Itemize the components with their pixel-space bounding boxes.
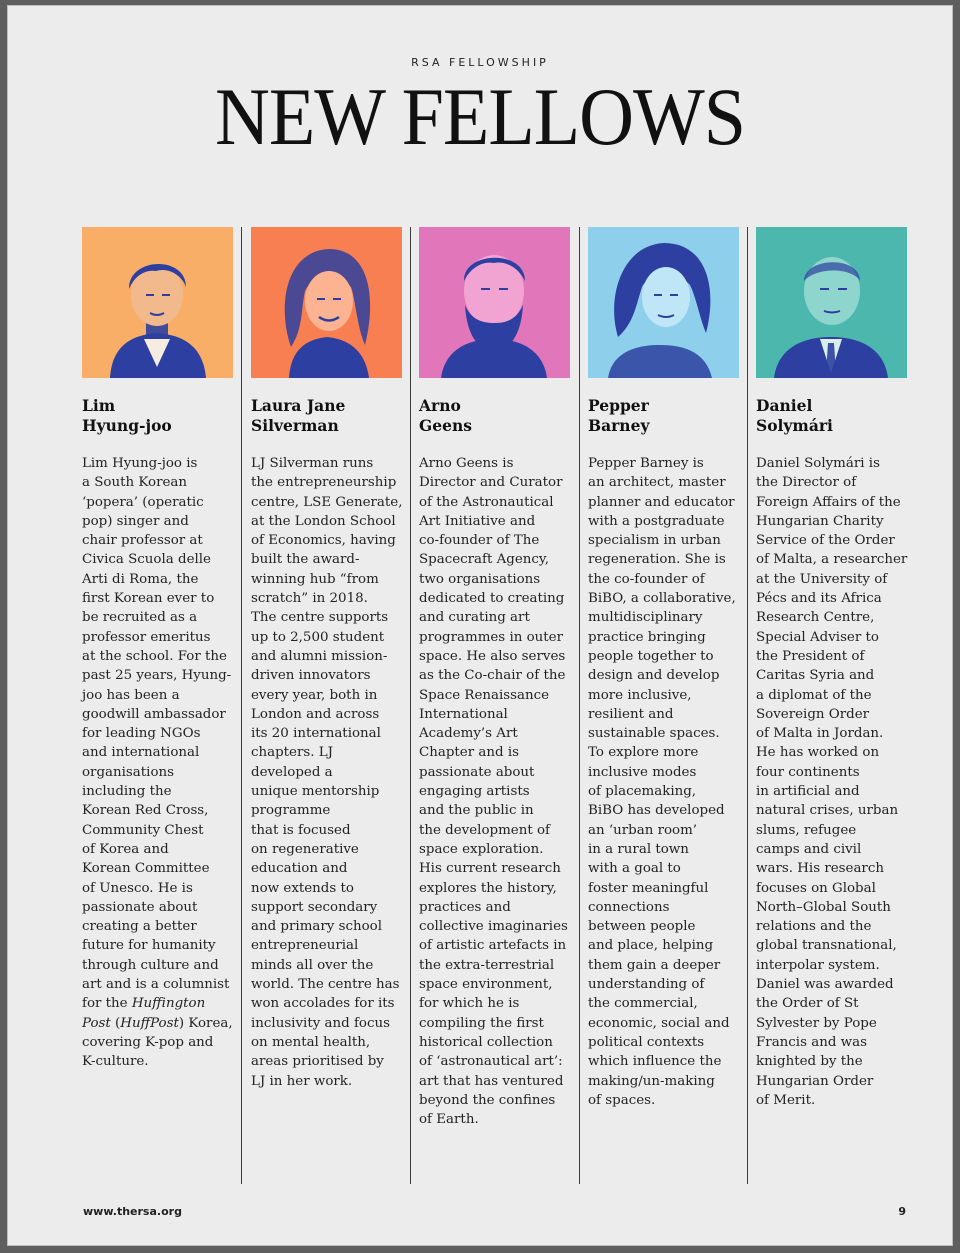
fellow-name-line2: Barney [588, 416, 650, 435]
fellow-portrait-photo [251, 227, 402, 378]
bio-italic-publication: Huffington Post [82, 996, 206, 1031]
fellow-card-daniel-solymari [756, 227, 908, 1110]
fellow-portrait-photo [756, 227, 907, 378]
portrait-illustration [756, 227, 907, 378]
fellow-name-line2: Solymári [756, 416, 833, 435]
column-divider [579, 227, 580, 1184]
fellow-name [419, 396, 571, 454]
footer-website-url: www.thersa.org [83, 1205, 182, 1218]
fellow-name [82, 396, 234, 454]
fellow-card-pepper-barney [588, 227, 740, 1110]
fellow-bio: Pepper Barney is an architect, master planner and educator with a postgraduate specialism in urban regeneration. She is the co-founder of BiBO, a collaborative, multidisciplinary practice bringing people together to design and develop more inclusive, resilient and sustainable spaces. To explore more inclusive modes of placemaking, BiBO has developed an ‘urban room’ in a rural town with a goal to foster meaningful connections between people and place, helping them gain a deeper understanding of the commercial, economic, social and political contexts which influence the making/un-making of spaces. [588, 456, 736, 1108]
fellow-bio: Arno Geens is Director and Curator of the Astronautical Art Initiative and co-founder of The Spacecraft Agency, two organisations dedicated to creating and curating art programmes in outer space. He also serves as the Co-chair of the Space Renaissance International Academy’s Art Chapter and is passionate about engaging artists and the public in the development of space exploration. His current research explores the history, practices and collective imaginaries of artistic artefacts in the extra-terrestrial space environment, for which he is compiling the first historical collection of ‘astronautical art’: art that has ventured beyond the confines of Earth. [419, 456, 568, 1128]
fellow-name-line1: Laura Jane [251, 396, 346, 415]
fellow-name [588, 396, 740, 454]
portrait-illustration [82, 227, 233, 378]
fellow-name [756, 396, 908, 454]
fellow-card-laura-jane-silverman [251, 227, 403, 1091]
fellow-card-lim-hyung-joo [82, 227, 234, 1072]
portrait-illustration [588, 227, 739, 378]
column-divider [747, 227, 748, 1184]
bio-text: ) Korea, covering K-pop and K-culture. [82, 1015, 233, 1070]
bio-italic-publication: HuffPost [120, 1015, 179, 1031]
fellow-name-line1: Lim [82, 396, 116, 415]
column-divider [241, 227, 242, 1184]
portrait-illustration [419, 227, 570, 378]
portrait-illustration [251, 227, 402, 378]
fellow-card-arno-geens [419, 227, 571, 1129]
fellow-portrait-photo [588, 227, 739, 378]
column-divider [410, 227, 411, 1184]
magazine-page [7, 5, 953, 1246]
fellow-portrait-photo [82, 227, 233, 378]
fellow-name-line2: Silverman [251, 416, 339, 435]
fellow-name-line1: Daniel [756, 396, 813, 415]
fellow-bio [82, 454, 234, 1072]
fellow-name-line2: Geens [419, 416, 472, 435]
fellow-name-line1: Pepper [588, 396, 649, 415]
fellow-bio: LJ Silverman runs the entrepreneurship centre, LSE Generate, at the London School of Economics, having built the award- winning hub “from scratch” in 2018. The centre supports up to 2,500 student and alumni mission- driven innovators every year, both in London and across its 20 international chapters. LJ developed a unique mentorship programme that is focused on regenerative education and now extends to support secondary and primary school entrepreneurial minds all over the world. The centre has won accolades for its inclusivity and focus on mental health, areas prioritised by LJ in her work. [251, 456, 403, 1089]
fellow-portrait-photo [419, 227, 570, 378]
page-title: NEW FELLOWS [214, 71, 746, 163]
fellow-bio: Daniel Solymári is the Director of Foreign Affairs of the Hungarian Charity Service of the Order of Malta, a researcher at the University of Pécs and its Africa Research Centre, Special Adviser to the President of Caritas Syria and a diplomat of the Sovereign Order of Malta in Jordan. He has worked on four continents in artificial and natural crises, urban slums, refugee camps and civil wars. His research focuses on Global North–Global South relations and the global transnational, interpolar system. Daniel was awarded the Order of St Sylvester by Pope Francis and was knighted by the Hungarian Order of Merit. [756, 456, 908, 1108]
fellow-name [251, 396, 403, 454]
page-number: 9 [898, 1205, 906, 1218]
fellow-name-line2: Hyung-joo [82, 416, 172, 435]
bio-text: ( [110, 1015, 121, 1031]
bio-text: Lim Hyung-joo is a South Korean ‘popera’ (operatic pop) singer and chair professor at Civica Scuola delle Arti di Roma, the first Korean ever to be recruited as a professor emeritus at the school. For the past 25 years, Hyung- joo has been a goodwill ambassador for leading NGOs and international organisations including the Korean Red Cross, Community Chest of Korea and Korean Committee of Unesco. He is passionate about creating a better future for humanity through culture and art and is a columnist for the [82, 456, 232, 1012]
section-kicker: RSA FELLOWSHIP [411, 56, 549, 69]
fellow-name-line1: Arno [419, 396, 461, 415]
